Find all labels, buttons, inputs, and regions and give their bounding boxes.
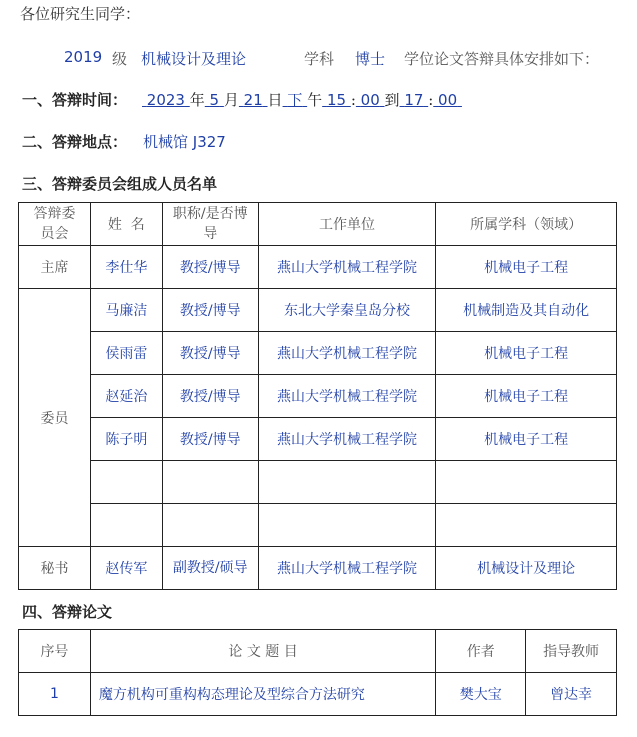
member-unit: 燕山大学机械工程学院 <box>258 246 436 289</box>
member-title: 教授/博导 <box>162 332 258 375</box>
time-day: 21 <box>243 91 263 109</box>
time-end-minute: 00 <box>438 91 458 109</box>
header-committee: 答辩委员会 <box>19 203 91 246</box>
member-title: 教授/博导 <box>162 289 258 332</box>
header-field: 所属学科（领域） <box>436 203 617 246</box>
time-month-unit: 月 <box>223 91 239 109</box>
role-secretary: 秘书 <box>19 547 91 590</box>
thesis-header-author: 作者 <box>436 630 526 673</box>
thesis-table <box>18 629 617 716</box>
time-year: 2023 <box>146 91 185 109</box>
thesis-header-advisor: 指导教师 <box>526 630 617 673</box>
header-unit: 工作单位 <box>258 203 436 246</box>
member-unit: 燕山大学机械工程学院 <box>258 332 436 375</box>
member-name: 赵传军 <box>90 547 162 590</box>
time-year-unit: 年 <box>189 91 205 109</box>
member-unit: 燕山大学机械工程学院 <box>258 418 436 461</box>
time-colon-1: : <box>350 91 356 109</box>
member-unit: 燕山大学机械工程学院 <box>258 547 436 590</box>
intro-year: 2019 <box>64 48 103 66</box>
member-unit: 燕山大学机械工程学院 <box>258 375 436 418</box>
time-month: 5 <box>209 91 220 109</box>
thesis-author: 樊大宝 <box>436 673 526 716</box>
member-unit: 东北大学秦皇岛分校 <box>258 289 436 332</box>
time-day-unit: 日 <box>267 91 283 109</box>
member-field: 机械电子工程 <box>436 332 617 375</box>
empty-cell <box>258 504 436 547</box>
member-field: 机械设计及理论 <box>436 547 617 590</box>
thesis-header-no: 序号 <box>19 630 91 673</box>
thesis-advisor: 曾达幸 <box>526 673 617 716</box>
member-name: 侯雨雷 <box>90 332 162 375</box>
thesis-header-title: 论 文 题 目 <box>90 630 435 673</box>
time-to: 到 <box>384 91 400 109</box>
empty-cell <box>436 504 617 547</box>
committee-table <box>18 202 617 590</box>
thesis-header-row <box>19 630 617 673</box>
member-field: 机械制造及其自动化 <box>436 289 617 332</box>
empty-cell <box>436 461 617 504</box>
empty-cell <box>162 461 258 504</box>
table-row <box>19 673 617 716</box>
member-title: 教授/博导 <box>162 375 258 418</box>
thesis-title-cell: 魔方机构可重构构态理论及型综合方法研究 <box>90 673 435 716</box>
intro-degree: 博士 <box>355 50 386 68</box>
role-chair: 主席 <box>19 246 91 289</box>
empty-cell <box>90 461 162 504</box>
committee-header-row <box>19 203 617 246</box>
member-name: 李仕华 <box>90 246 162 289</box>
time-period: 下 <box>287 91 303 109</box>
table-row <box>19 375 617 418</box>
intro-discipline-label: 学科 <box>304 50 335 68</box>
empty-cell <box>90 504 162 547</box>
header-name: 姓 名 <box>90 203 162 246</box>
member-name: 赵延治 <box>90 375 162 418</box>
table-row <box>19 418 617 461</box>
empty-cell <box>162 504 258 547</box>
table-row <box>19 332 617 375</box>
time-start-minute: 00 <box>360 91 380 109</box>
member-title: 教授/博导 <box>162 246 258 289</box>
member-field: 机械电子工程 <box>436 375 617 418</box>
table-row-empty <box>19 504 617 547</box>
member-title: 副教授/硕导 <box>162 547 258 590</box>
time-colon-2: : <box>428 91 434 109</box>
intro-major: 机械设计及理论 <box>141 50 247 68</box>
table-row <box>19 289 617 332</box>
intro-tail: 学位论文答辩具体安排如下： <box>404 50 600 68</box>
time-value <box>142 89 462 110</box>
header-title: 职称/是否博导 <box>162 203 258 246</box>
table-row <box>19 547 617 590</box>
time-period-unit: 午 <box>307 91 323 109</box>
member-name: 马廉洁 <box>90 289 162 332</box>
place-label: 二、答辩地点： <box>22 133 128 151</box>
member-field: 机械电子工程 <box>436 418 617 461</box>
place-value: 机械馆 J327 <box>143 133 226 151</box>
time-start-hour: 15 <box>326 91 347 109</box>
member-field: 机械电子工程 <box>436 246 617 289</box>
table-row-empty <box>19 461 617 504</box>
table-row <box>19 246 617 289</box>
intro-grade-label: 级 <box>112 50 128 68</box>
empty-cell <box>258 461 436 504</box>
greeting: 各位研究生同学： <box>20 5 141 23</box>
thesis-no: 1 <box>19 673 91 716</box>
member-name: 陈子明 <box>90 418 162 461</box>
role-member: 委员 <box>19 289 91 547</box>
thesis-title: 四、答辩论文 <box>22 603 113 621</box>
time-end-hour: 17 <box>404 91 424 109</box>
member-title: 教授/博导 <box>162 418 258 461</box>
time-label: 一、答辩时间： <box>22 91 128 109</box>
committee-title: 三、答辩委员会组成人员名单 <box>22 175 218 193</box>
